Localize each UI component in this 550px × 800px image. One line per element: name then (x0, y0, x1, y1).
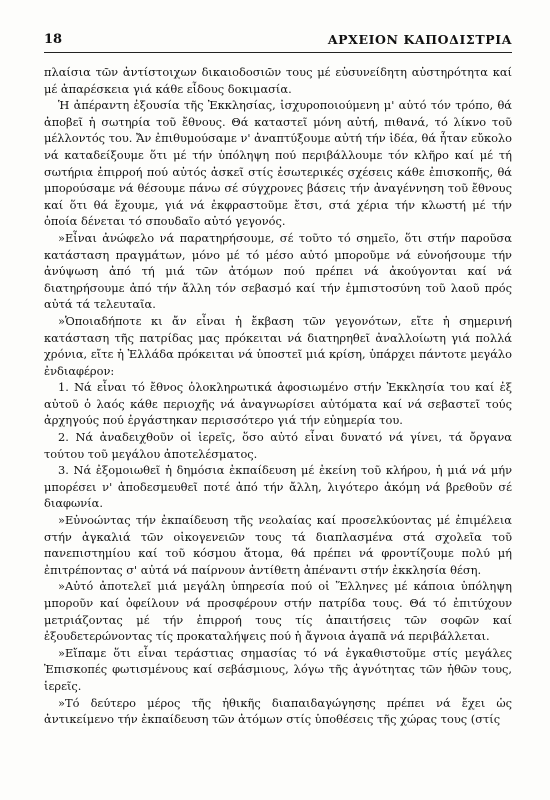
numbered-item: 1. Νά εἶναι τό ἔθνος ὁλοκληρωτικά ἀφοσιωμένο στήν Ἐκκλησία του καί ἐξ αὐτοῦ ὁ λαός κάθε περιοχῆς νά ἀναγνωρίσει αὐτόματα καί νά σεβαστεῖ τούς ἀρχηγούς πού ἐργάστηκαν περισσότερο γιά τήν εὐημερία του. (44, 380, 512, 428)
numbered-item: 2. Νά ἀναδειχθοῦν οἱ ἱερεῖς, ὅσο αὐτό εἶναι δυνατό νά γίνει, τά ὄργανα τούτου τοῦ μεγάλου ἀποτελέσματος. (44, 430, 512, 461)
numbered-item: 3. Νά ἐξομοιωθεῖ ἡ δημόσια ἐκπαίδευση μέ ἐκείνη τοῦ κλήρου, ἡ μιά νά μήν μπορέσει ν' ἀποδεσμευθεῖ ποτέ ἀπό τήν ἄλλη, λιγότερο ἀκόμη νά βρεθοῦν σέ διαφωνία. (44, 463, 512, 511)
page-number: 18 (44, 32, 63, 47)
running-head: ΑΡΧΕΙΟΝ ΚΑΠΟΔΙΣΤΡΙΑ (327, 32, 512, 47)
paragraph: πλαίσια τῶν ἀντίστοιχων δικαιοδοσιῶν τους μέ εὐσυνείδητη αὐστηρότητα καί μέ ἀπαρέσκεια γιά κάθε εἶδους δοκιμασία. (44, 65, 512, 96)
paragraph: »Αὐτό ἀποτελεῖ μιά μεγάλη ὑπηρεσία πού οἱ Ἕλληνες μέ κάποια ὑπόληψη μποροῦν καί ὀφείλουν νά προσφέρουν στήν πατρίδα τους. Θά τό ἐπιτύχουν μετριάζοντας μέ τήν ἐπιρροή τους τίς ἀπαιτήσεις τῶν σοφῶν καί ἐξουδετερώνοντας τίς προκαταλήψεις πού ἡ ἄγνοια ἀγαπᾶ νά περιβάλλεται. (44, 579, 512, 644)
paragraph: »Τό δεύτερο μέρος τῆς ἠθικῆς διαπαιδαγώγησης πρέπει νά ἔχει ὡς ἀντικείμενο τήν ἐκπαίδευση τῶν ἀτόμων στίς ὑποθέσεις τῆς χώρας τους (στίς (44, 695, 512, 727)
page-header (44, 30, 512, 53)
paragraph: »Εἶναι ἀνώφελο νά παρατηρήσουμε, σέ τοῦτο τό σημεῖο, ὅτι στήν παροῦσα κατάσταση πραγμάτων, μόνο μέ τό μέσο αὐτό μποροῦμε νά εὐνοήσουμε τήν ἀνύψωση ἀπό τή μιά τῶν ἀτόμων πού πρέπει νά ἀκούγονται καί νά διατηρήσουμε ἀπό τήν ἄλλη τόν σεβασμό καί τήν ἐμπιστοσύνη τοῦ λαοῦ πρός αὐτά τά τελευταῖα. (44, 230, 512, 312)
paragraph: »Εἴπαμε ὅτι εἶναι τεράστιας σημασίας τό νά ἐγκαθιστοῦμε στίς μεγάλες Ἐπισκοπές φωτισμένους καί σεβάσμιους, λόγω τῆς ἀγνότητας τῶν ἠθῶν τους, ἱερεῖς. (44, 645, 512, 693)
body-text (44, 64, 512, 728)
paragraph: »Εὐνοώντας τήν ἐκπαίδευση τῆς νεολαίας καί προσελκύοντας μέ ἐπιμέλεια στήν ἀγκαλιά τῶν οἰκογενειῶν τους τά διαπλασμένα στά σχολεῖα τοῦ πανεπιστημίου καί τοῦ κόσμου ἄτομα, θά πρέπει νά φροντίζουμε πολύ μή ἐπιτρέποντας σ' αὐτά νά παίρνουν ἀντίθετη ἀπέναντι στήν ἐκκλησία θέση. (44, 513, 512, 577)
paragraph: »Ὁποιαδήποτε κι ἄν εἶναι ἡ ἔκβαση τῶν γεγονότων, εἴτε ἡ σημερινή κατάσταση τῆς πατρίδας μας πρόκειται νά διατηρηθεῖ ἀναλλοίωτη γιά πολλά χρόνια, εἴτε ἡ Ἑλλάδα πρόκειται νά ὑποστεῖ μιά κρίση, ὑπάρχει πάντοτε μεγάλο ἐνδιαφέρον: (44, 313, 512, 378)
paragraph: Ἡ ἀπέραντη ἐξουσία τῆς Ἐκκλησίας, ἰσχυροποιούμενη μ' αὐτό τόν τρόπο, θά ἀποβεῖ ἡ σωτηρία τοῦ ἔθνους. Θά καταστεῖ μόνη αὐτή, πιθανά, τό λίκνο τοῦ μέλλοντός του. Ἄν ἐπιθυμούσαμε ν' ἀναπτύξουμε αὐτή τήν ἰδέα, θά ἦταν εὔκολο νά καταδείξουμε ὅτι μέ τήν ὑπόληψη πού περιβάλλουμε τόν κλῆρο καί μέ τή σωτήρια ἐπιρροή πού αὐτός ἀσκεῖ στίς ἐσωτερικές σχέσεις κάθε ἐπισκοπῆς, θά μπορούσαμε νά θέσουμε πάνω σέ σύγχρονες βάσεις τήν ἀναγέννηση τοῦ ἔθνους καί ὅτι θά ἔχουμε, γιά νά ἐκφραστοῦμε ἔτσι, στά χέρια τήν κλωστή μέ τήν ὁποία δένεται τό σπουδαῖο αὐτό γεγονός. (44, 98, 512, 229)
